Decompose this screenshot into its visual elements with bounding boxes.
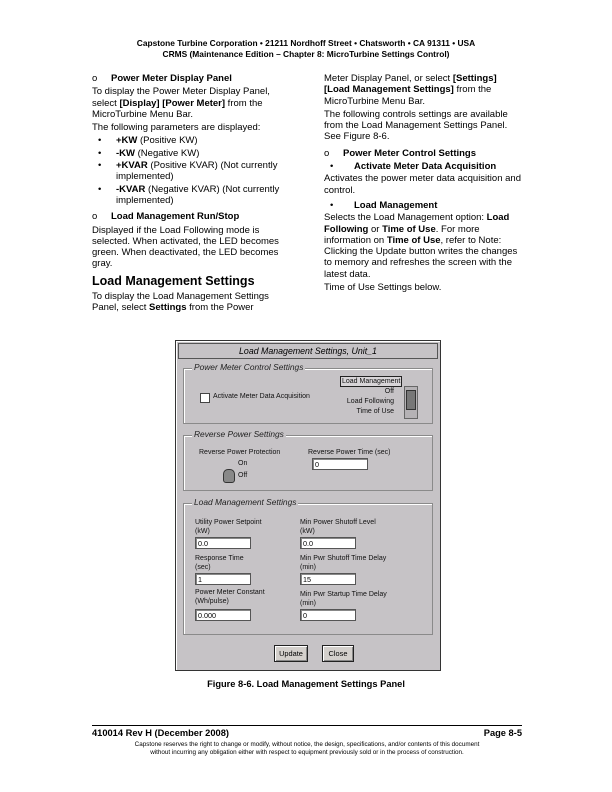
rt-input[interactable]: 1: [195, 573, 251, 585]
pmdp-subheading: o Power Meter Display Panel: [92, 73, 232, 84]
pmcs-group-label: Power Meter Control Settings: [194, 362, 304, 372]
page-header: [0, 38, 612, 60]
rps-group: [183, 429, 433, 491]
rpp-label: Reverse Power Protection: [199, 449, 281, 456]
window-title: Load Management Settings, Unit_1: [178, 343, 438, 359]
lms-group: [183, 497, 433, 635]
pmcs-subheading: o Power Meter Control Settings: [324, 147, 477, 159]
mpsl-label: Min Power Shutoff Level (kW): [300, 519, 376, 535]
header-line-2: CRMS (Maintenance Edition – Chapter 8: MicroTurbine Settings Control): [162, 49, 450, 59]
available-paragraph: The following controls settings are available from the Load Management Settings Panel. See Figure 8-6.: [324, 108, 508, 143]
header-line-1: Capstone Turbine Corporation • 21211 Nordhoff Street • Chatsworth • CA 91311 • USA: [136, 38, 476, 48]
update-button[interactable]: Update: [274, 645, 308, 662]
bullet-icon: •: [98, 160, 102, 172]
footer-disclaimer: Capstone reserves the right to change or modify, without notice, the design, specifications, and/or contents of this document without incurring any obligation either with respect to equipment previously sold or in the process of construction.: [134, 741, 480, 756]
lm-paragraph: Selects the Load Management option: Load Following or Time of Use. For more information on Time of Use, refer to Note: Clicking the Update button writes the changes to memory and refreshes the screen with the latest data.: [324, 212, 518, 280]
bullet-icon: •: [98, 183, 102, 195]
footer-doc-number: 410014 Rev H (December 2008): [92, 728, 229, 738]
left-column: [92, 73, 290, 315]
lms-group-label: Load Management Settings: [194, 497, 297, 507]
params-intro: The following parameters are displayed:: [92, 122, 261, 134]
lmrs-paragraph: Displayed if the Load Following mode is selected. When activated, the LED becomes green. When deactivated, the LED becomes gray.: [92, 224, 279, 270]
figure-caption: Figure 8-6. Load Management Settings Panel: [207, 679, 405, 689]
lm-option-time-of-use[interactable]: Time of Use: [356, 408, 394, 415]
load-management-window: [175, 340, 441, 671]
pmdp-paragraph: To display the Power Meter Display Panel, select [Display] [Power Meter] from the MicroTurbine Menu Bar.: [92, 86, 270, 120]
circle-bullet-icon: o: [92, 73, 98, 84]
activate-checkbox[interactable]: [200, 393, 210, 403]
bullet-icon: •: [98, 135, 102, 147]
lms-paragraph: To display the Load Management Settings Panel, select Settings from the Power: [92, 290, 269, 314]
bullet-icon: •: [98, 147, 102, 159]
mpsutd-input[interactable]: 0: [300, 609, 356, 621]
amda-item: • Activate Meter Data Acquisition: [324, 161, 524, 172]
rpp-toggle-switch[interactable]: [223, 469, 235, 483]
footer-page-number: Page 8-5: [483, 728, 522, 738]
rpp-off-label: Off: [238, 472, 248, 479]
tou-paragraph: Time of Use Settings below.: [324, 282, 442, 294]
param-item: • +KW (Positive KW): [92, 135, 290, 146]
rps-group-label: Reverse Power Settings: [194, 429, 284, 439]
rpt-input[interactable]: 0: [312, 458, 368, 470]
lm-option-load-following[interactable]: Load Following: [346, 398, 394, 405]
lmrs-subheading: o Load Management Run/Stop: [92, 211, 240, 223]
param-item: • -KVAR (Negative KVAR) (Not currently implemented): [92, 184, 290, 207]
load-management-label: Load Management: [342, 378, 401, 385]
footer-rule: [92, 725, 522, 726]
mpstd-label: Min Pwr Shutoff Time Delay (min): [300, 555, 387, 571]
circle-bullet-icon: o: [92, 211, 98, 223]
param-item: • -KW (Negative KW): [92, 148, 290, 159]
mpsutd-label: Min Pwr Startup Time Delay (min): [300, 591, 387, 607]
pmc-label: Power Meter Constant (Wh/pulse): [195, 589, 265, 605]
amda-paragraph: Activates the power meter data acquisition and control.: [324, 173, 521, 196]
close-button[interactable]: Close: [322, 645, 354, 662]
activate-label: Activate Meter Data Acquisition: [213, 393, 310, 400]
ups-label: Utility Power Setpoint (kW): [195, 519, 262, 535]
continuation-paragraph: Meter Display Panel, or select [Settings] [Load Management Settings] from the MicroTurbine Menu Bar.: [324, 73, 497, 107]
pmcs-group: [183, 362, 433, 424]
rpt-label: Reverse Power Time (sec): [308, 449, 391, 456]
load-management-slider-track[interactable]: [404, 386, 418, 419]
pmc-input[interactable]: 0.000: [195, 609, 251, 621]
right-column: [324, 73, 524, 295]
lm-item: • Load Management: [324, 200, 524, 211]
mpstd-input[interactable]: 15: [300, 573, 356, 585]
bullet-icon: •: [330, 199, 334, 211]
circle-bullet-icon: o: [324, 147, 330, 159]
footer-doc-line: [92, 728, 522, 738]
bullet-icon: •: [330, 161, 334, 173]
param-item: • +KVAR (Positive KVAR) (Not currently implemented): [92, 160, 290, 183]
rt-label: Response Time (sec): [195, 555, 244, 571]
rpp-on-label: On: [238, 460, 248, 467]
mpsl-input[interactable]: 0.0: [300, 537, 356, 549]
slider-thumb[interactable]: [406, 390, 416, 410]
ups-input[interactable]: 0.0: [195, 537, 251, 549]
lm-option-off[interactable]: Off: [384, 388, 394, 395]
lms-heading: Load Management Settings: [92, 273, 255, 288]
